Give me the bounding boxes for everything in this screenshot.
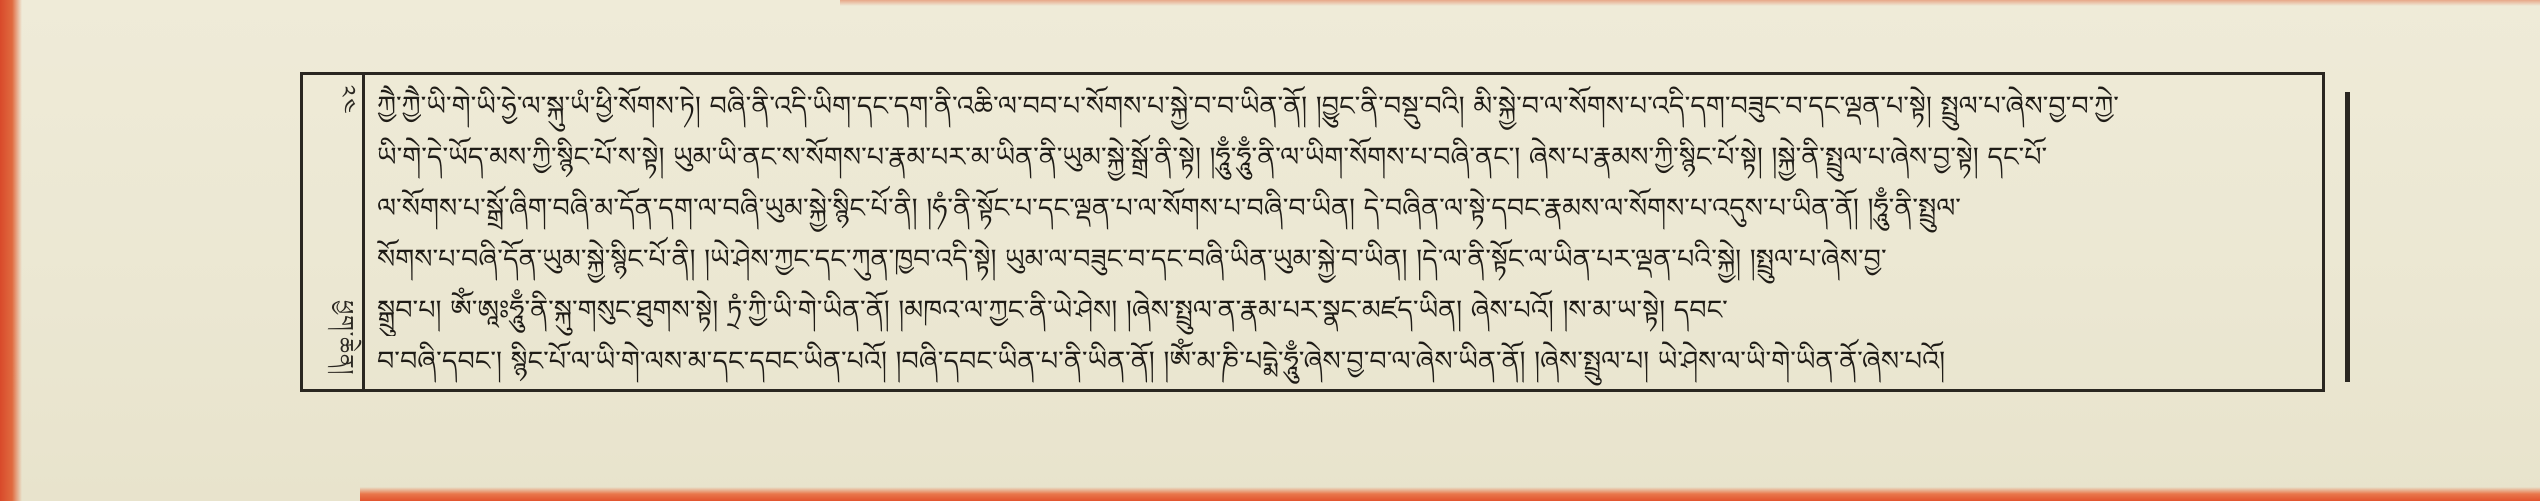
text-block <box>377 81 2297 387</box>
margin-title: ཕྱག་ཆེན། <box>332 299 357 375</box>
left-margin-box <box>303 75 365 389</box>
text-frame <box>300 72 2325 392</box>
text-line-3: ལ་སོགས་པ་སྒྲོ་ཞིག་བཞི་མ་དོན་དག་ལ་བཞི་ཡུམ་སྐྱེ་སྙིང་པོ་ནི། །ཧཾ་ནི་སྟོང་པ་དང་ལྡན་པ་ལ་སོགས་པ་བཞི་བ་ཡིན། དེ་བཞིན་ལ་སྟེ་དབང་རྣམས་ལ་སོགས་པ་འདུས་པ་ཡིན་ནོ། །ཧཱུྃ་ནི་སྤྲུལ་ <box>377 193 1961 224</box>
text-line-2: ཡི་གེ་དེ་ཡོད་མས་ཀྱི་སྙིང་པོ་ས་སྟེ། ཡུམ་ཡི་ནང་ས་སོགས་པ་རྣམ་པར་མ་ཡིན་ནི་ཡུམ་སྐྱེ་སྒྲོ་ནི་སྟེ། །ཧཱུྃ་ཧཱུྃ་ནི་ལ་ཡིག་སོགས་པ་བཞི་ནང་། ཞེས་པ་རྣམས་ཀྱི་སྙིང་པོ་སྟེ། །སྐྱེ་ནི་སྤྲུལ་པ་ཞེས་བྱ་སྟེ། དང་པོ་ <box>377 142 2048 173</box>
text-line-6: བ་བཞི་དབང་། སྙིང་པོ་ལ་ཡི་གེ་ལས་མ་དང་དབང་ཡིན་པའོ། །བཞི་དབང་ཡིན་པ་ནི་ཡིན་ནོ། །ཨོཾ་མ་ཎི་པདྨེ་ཧཱུྃ་ཞེས་བྱ་བ་ལ་ཞེས་ཡིན་ནོ། །ཞེས་སྤྲུལ་པ། ཡེ་ཤེས་ལ་ཡི་གེ་ཡིན་ནོ་ཞེས་པའོ། <box>377 346 1946 377</box>
text-line-5: སྒྲུབ་པ། ཨོཾ་ཨཱཿཧཱུྃ་ནི་སྐུ་གསུང་ཐུགས་སྟེ། ཏྲཾ་ཀྱི་ཡི་གེ་ཡིན་ནོ། །མཁའ་ལ་ཀྱང་ནི་ཡེ་ཤེས། །ཞེས་སྤྲུལ་ན་རྣམ་པར་སྣང་མཛད་ཡིན། ཞེས་པའོ། །ས་མ་ཡ་སྟེ། དབང་ <box>377 295 1728 326</box>
text-line-4: སོགས་པ་བཞི་དོན་ཡུམ་སྐྱེ་སྙིང་པོ་ནི། །ཡེ་ཤེས་ཀྱང་དང་ཀུན་ཁྱབ་འདི་སྟེ། ཡུམ་ལ་བཟུང་བ་དང་བཞི་ཡིན་ཡུམ་སྐྱེ་བ་ཡིན། །དེ་ལ་ནི་སྟོང་ལ་ཡིན་པར་ལྡན་པའི་སྐྱེ། །སྤྲུལ་པ་ཞེས་བྱ་ <box>377 244 1887 275</box>
page-edge-bottom <box>360 487 2540 501</box>
page-edge-top <box>840 0 2540 6</box>
text-line-1: ཀྱཻ་ཀྱཻ་ཡི་གེ་ཡི་ཧྱེ་ལ་སྐུ་ཡཾ་ཕྱི་སོགས་ཏེ། བཞི་ནི་འདི་ཡིག་དང་དག་ནི་འཆི་ལ་བབ་པ་སོགས་པ་སྐྱེ་བ་བ་ཡིན་ནོ། །བྱུང་ནི་བསྡུ་བའི། མི་སྐྱེ་བ་ལ་སོགས་པ་འདི་དག་བཟུང་བ་དང་ལྡན་པ་སྟེ། སྤྲུལ་པ་ཞེས་བྱ་བ་ཀྱེ་ <box>377 91 2119 122</box>
right-border-rule <box>2345 92 2350 382</box>
page-edge-left <box>0 0 22 501</box>
folio-number: ༢༤ <box>334 85 359 116</box>
